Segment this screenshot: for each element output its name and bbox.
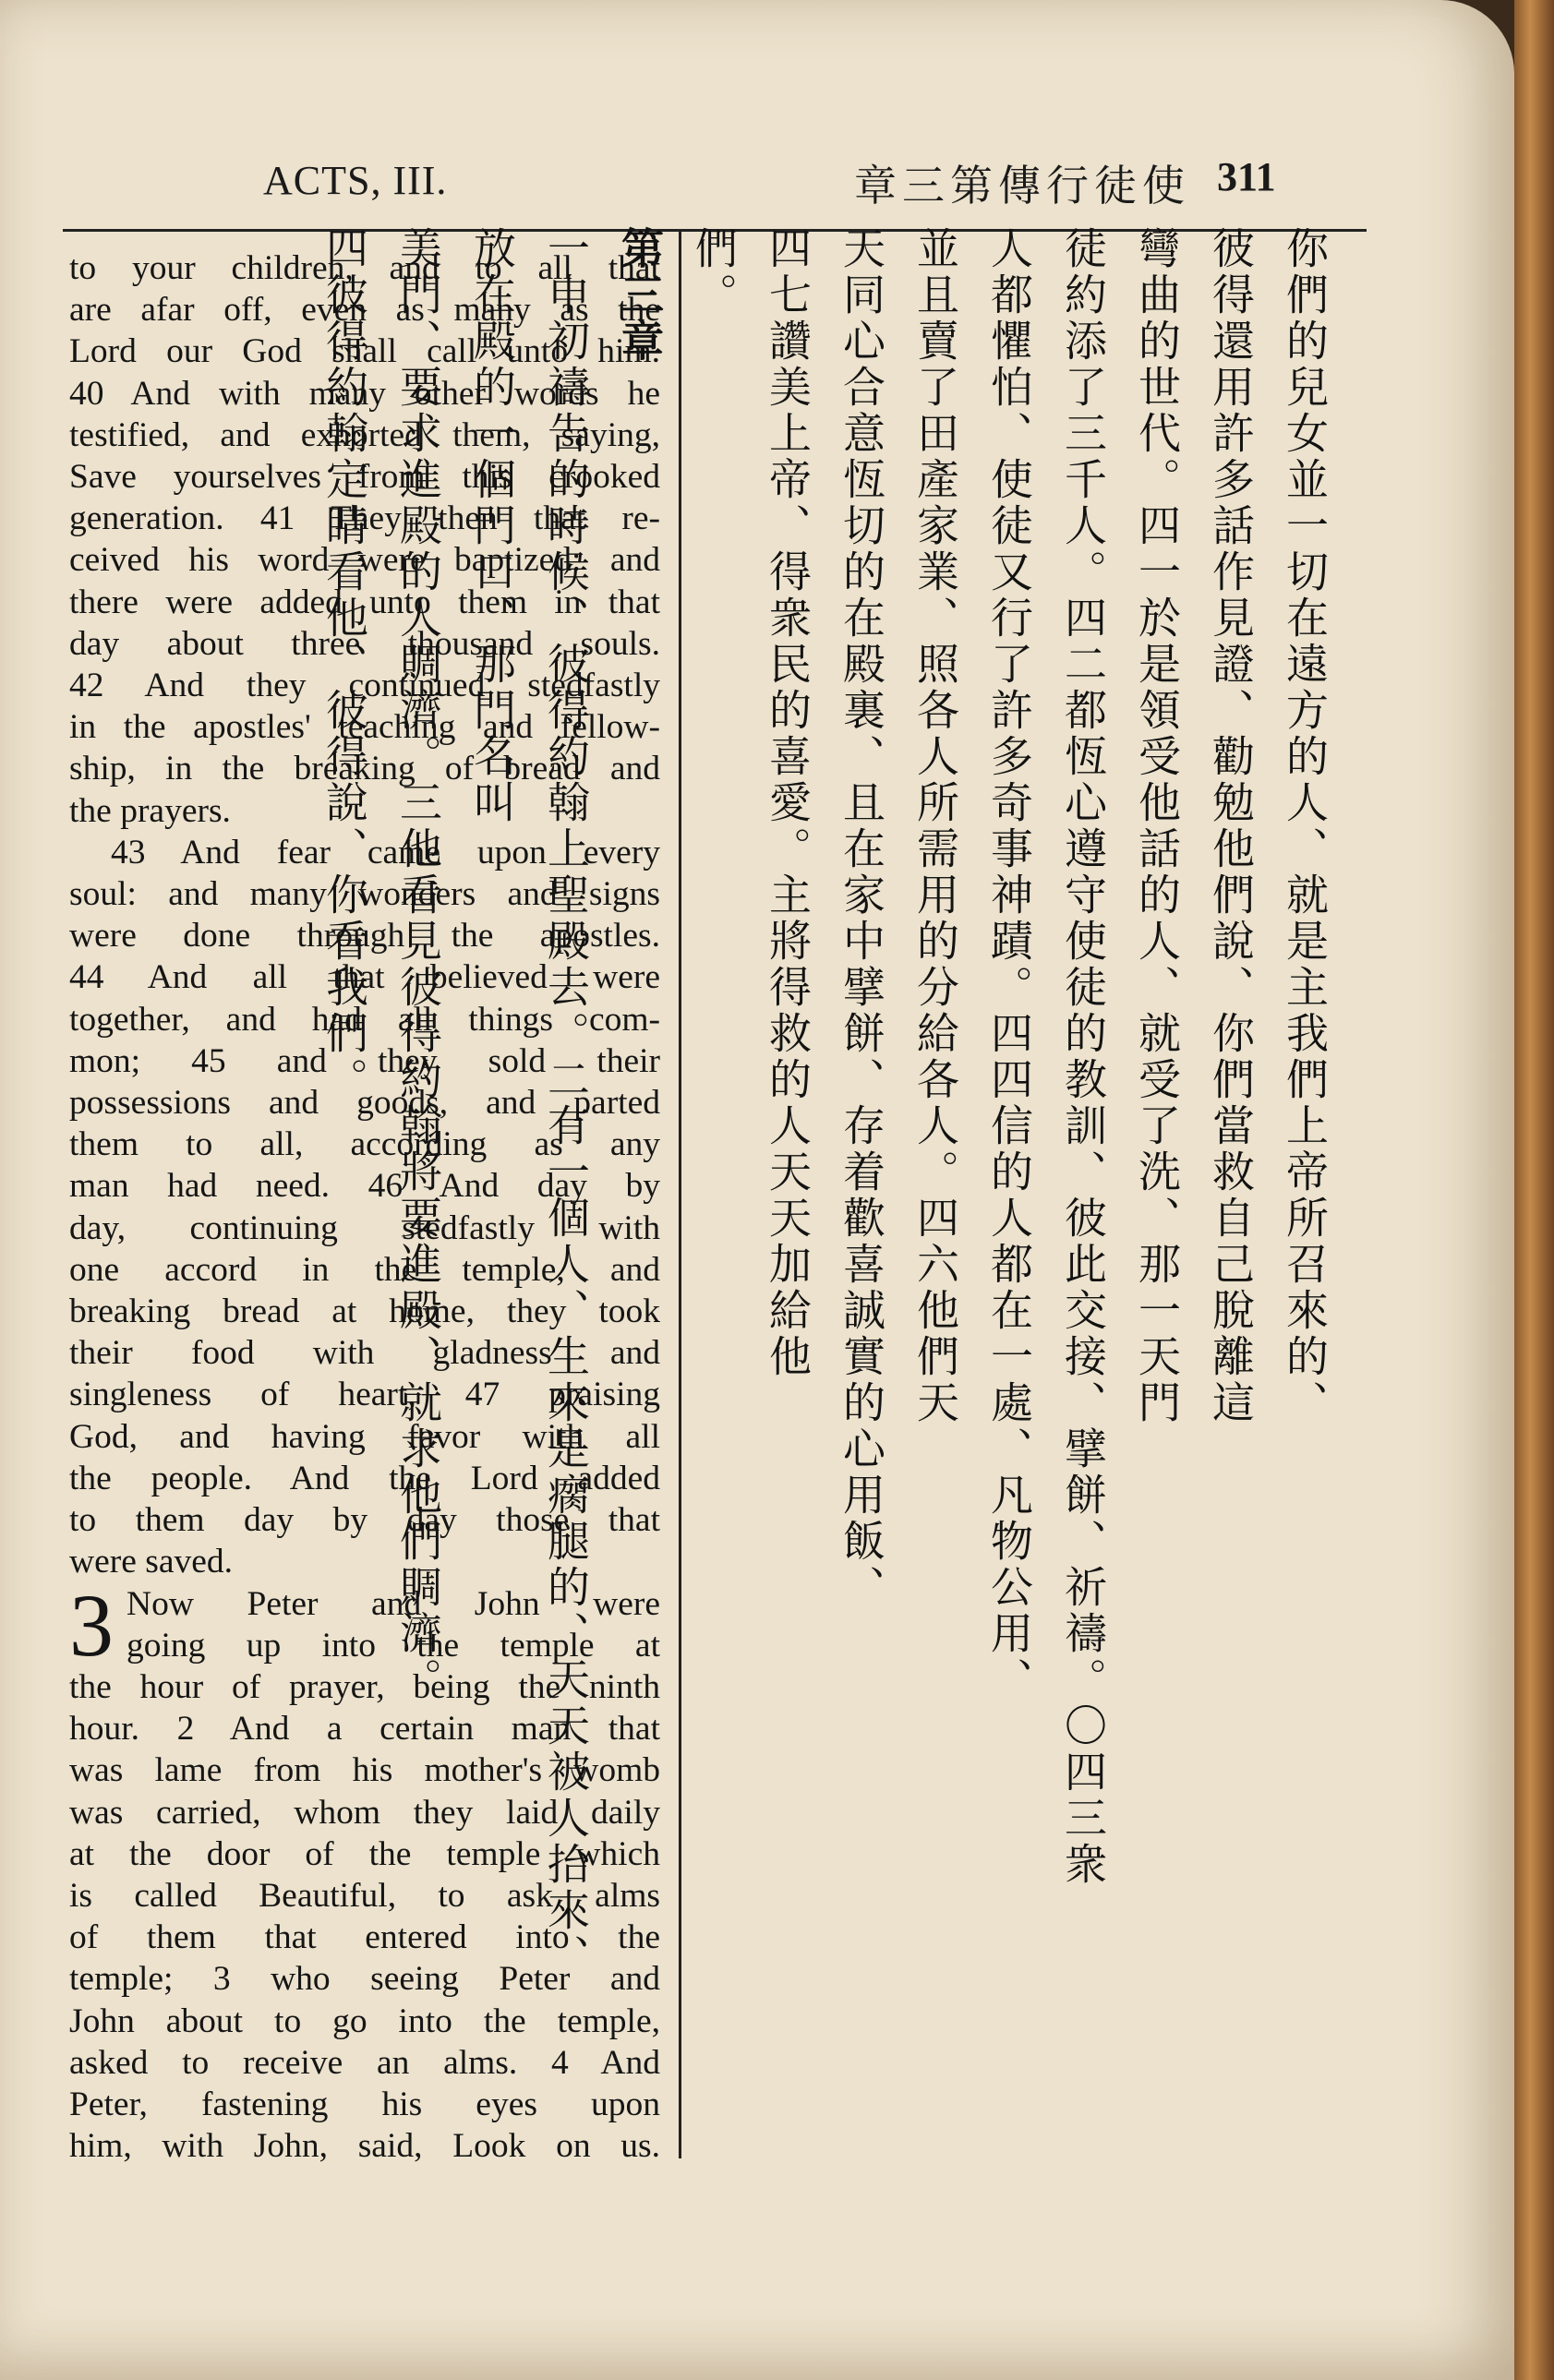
text-line: Save yourselves from this crooked [69, 458, 660, 497]
running-header-english: ACTS, III. [263, 158, 448, 203]
text-line: to your children, and to all that [69, 249, 660, 287]
text-line: John about to go into the temple, [69, 2001, 660, 2040]
chinese-column: 彎曲的世代。四一於是領受他話的人、就受了洗、那一天門 [1132, 226, 1182, 1426]
text-line: is called Beautiful, to ask alms [69, 1876, 660, 1915]
chinese-column: 徒約添了三千人。四二都恆心遵守使徒的教訓、彼此交接、擘餅、祈禱。〇四三衆 [1058, 226, 1108, 1888]
text-line: one accord in the temple, and [69, 1250, 660, 1289]
text-line: man had need. 46 And day by [69, 1167, 660, 1206]
text-line: there were added unto them in that [69, 583, 660, 621]
text-line: testified, and exhorted them, saying, [69, 415, 660, 454]
text-line: the hour of prayer, being the ninth [69, 1667, 660, 1706]
chinese-column: 天同心合意恆切的在殿裏、且在家中擘餅、存着歡喜誠實的心用飯、 [837, 226, 886, 1611]
text-line: ship, in the breaking of bread and [69, 750, 660, 788]
text-line: them to all, according as any [69, 1125, 660, 1164]
text-line: God, and having favor with all [69, 1417, 660, 1456]
page-edge [1514, 0, 1554, 2380]
text-line: in the apostles' teaching and fellow- [69, 708, 660, 747]
text-line: of them that entered into the [69, 1918, 660, 1957]
chinese-column: 放在殿的一個門口、那門名叫 [467, 226, 517, 826]
text-line: going up into the temple at [126, 1626, 660, 1665]
page-number: 311 [1217, 154, 1276, 199]
text-line: at the door of the temple which [69, 1834, 660, 1873]
chinese-column: 美門、要求進殿的人賙濟。三他看見彼得約翰將要進殿、就求他們賙濟。 [393, 226, 443, 1703]
chinese-column: 四彼得約翰定睛看他、彼得說、你看我們。 [319, 226, 369, 1103]
chinese-column: 並且賣了田產家業、照各人所需用的分給各人。四六他們天 [910, 226, 960, 1426]
text-line: mon; 45 and they sold their [69, 1041, 660, 1080]
text-line: generation. 41 They then that re- [69, 499, 660, 538]
text-line: the prayers. [69, 791, 231, 830]
text-line: 44 And all that believed were [69, 958, 660, 997]
chinese-column: 第三章 [615, 226, 665, 365]
text-line: possessions and goods, and parted [69, 1084, 660, 1123]
text-line: him, with John, said, Look on us. [69, 2127, 660, 2166]
running-header-chinese: 章三第傳行徒使 [854, 161, 1190, 210]
text-line: Lord our God shall call unto him. [69, 332, 660, 371]
chinese-column: 一申初禱告的時候、彼得約翰上聖殿去。二有一個人、生來是瘸腿的、天天被人抬來、 [541, 226, 591, 1980]
text-line: temple; 3 who seeing Peter and [69, 1960, 660, 1999]
text-line: 42 And they continued stedfastly [69, 667, 660, 705]
text-line: hour. 2 And a certain man that [69, 1710, 660, 1749]
text-line: 43 And fear came upon every [111, 833, 660, 871]
text-line: breaking bread at home, they took [69, 1292, 660, 1331]
text-line: were done through the apostles. [69, 917, 660, 956]
text-line: soul: and many wonders and signs [69, 875, 660, 914]
text-line: day, continuing stedfastly with [69, 1208, 660, 1247]
text-line: 40 And with many other words he [69, 374, 660, 413]
text-line: asked to receive an alms. 4 And [69, 2043, 660, 2082]
text-line: were saved. [69, 1543, 233, 1581]
chinese-column: 四七讚美上帝、得衆民的喜愛。主將得救的人天天加給他 [763, 226, 813, 1380]
text-line: Now Peter and John were [126, 1584, 660, 1623]
text-line: was lame from his mother's womb [69, 1751, 660, 1790]
text-line: together, and had all things com- [69, 1000, 660, 1039]
chinese-column: 你們的兒女並一切在遠方的人、就是主我們上帝所召來的、 [1280, 226, 1330, 1426]
text-line: the people. And the Lord added [69, 1459, 660, 1497]
text-line: to them day by day those that [69, 1501, 660, 1540]
chinese-column: 們。 [689, 226, 739, 319]
chinese-column: 彼得還用許多話作見證、勸勉他們說、你們當救自己脫離這 [1206, 226, 1256, 1426]
text-line: singleness of heart, 47 praising [69, 1376, 660, 1414]
chinese-column: 人都懼怕、使徒又行了許多奇事神蹟。四四信的人都在一處、凡物公用、 [984, 226, 1034, 1703]
text-line: ceived his word were baptized: and [69, 541, 660, 580]
text-line: their food with gladness and [69, 1334, 660, 1373]
chapter-number: 3 [69, 1575, 114, 1675]
text-line: was carried, whom they laid daily [69, 1793, 660, 1832]
text-line: Peter, fastening his eyes upon [69, 2085, 660, 2123]
text-line: day about three thousand souls. [69, 624, 660, 663]
text-line: are afar off, even as many as the [69, 291, 660, 330]
